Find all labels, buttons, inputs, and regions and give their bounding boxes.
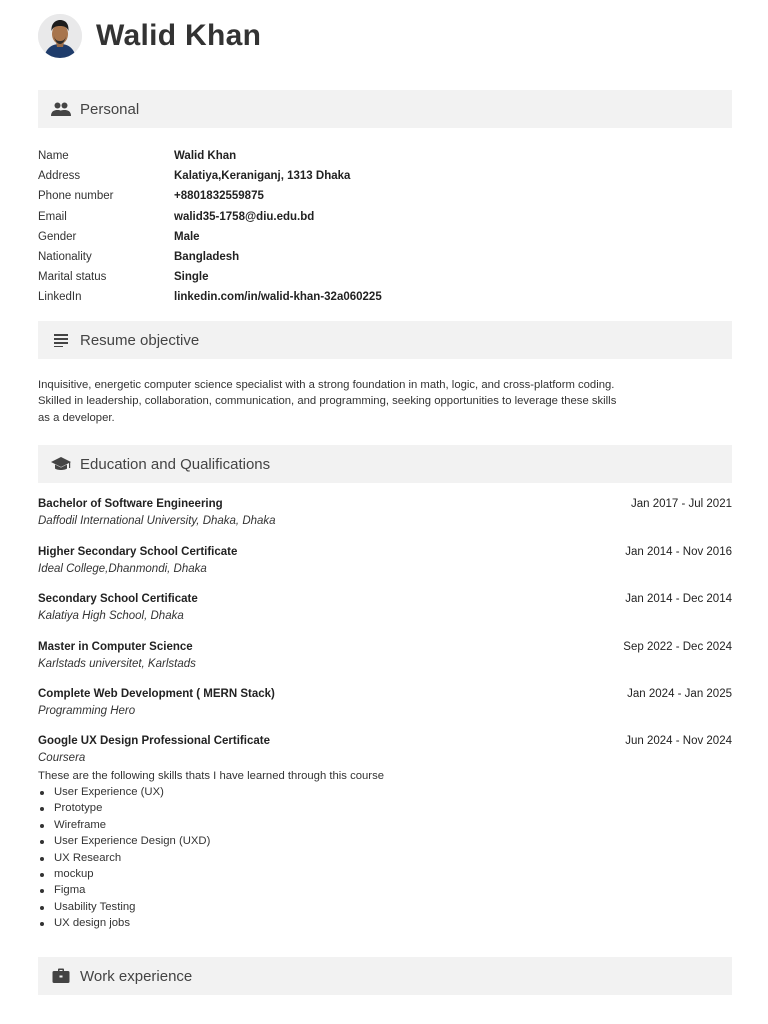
- institution: Kalatiya High School, Dhaka: [38, 610, 184, 622]
- detail-value: linkedin.com/in/walid-khan-32a060225: [174, 291, 382, 304]
- detail-label: Email: [38, 210, 67, 223]
- section-title: Personal: [80, 100, 140, 118]
- list-item: Prototype: [38, 800, 732, 816]
- date-range: Jun 2024 - Nov 2024: [625, 735, 732, 747]
- date-range: Jan 2014 - Dec 2014: [625, 593, 732, 605]
- detail-label: Nationality: [38, 251, 92, 264]
- graduation-cap-icon: [50, 453, 72, 475]
- objective-text: Inquisitive, energetic computer science specialist with a strong foundation in math, logic, and cross-platform coding. Skilled in leadership, collaboration, communication, and programming, seeking opportunities to leverage these skills as a developer.: [38, 379, 617, 424]
- institution: Ideal College,Dhanmondi, Dhaka: [38, 563, 207, 575]
- list-item: UX design jobs: [38, 915, 732, 931]
- detail-row: [38, 186, 732, 206]
- degree-title: Bachelor of Software Engineering: [38, 498, 223, 510]
- course-description: These are the following skills thats I have learned through this course: [38, 770, 385, 782]
- education-entry: [38, 735, 732, 932]
- list-item: Wireframe: [38, 817, 732, 833]
- degree-title: Master in Computer Science: [38, 641, 193, 653]
- list-item: mockup: [38, 866, 732, 882]
- detail-value: Bangladesh: [174, 251, 240, 264]
- institution: Daffodil International University, Dhaka, Dhaka: [38, 515, 276, 527]
- section-title: Work experience: [80, 967, 193, 985]
- detail-label: Address: [38, 170, 81, 183]
- list-item: User Experience (UX): [38, 784, 732, 800]
- detail-label: LinkedIn: [38, 291, 82, 304]
- briefcase-icon: [50, 965, 72, 987]
- date-range: Jan 2024 - Jan 2025: [627, 688, 732, 700]
- detail-value: Male: [174, 230, 200, 243]
- education-entry: [38, 593, 732, 622]
- education-entry: [38, 641, 732, 670]
- section-title: Education and Qualifications: [80, 455, 271, 473]
- detail-row: [38, 227, 732, 247]
- section-header-personal: [38, 90, 732, 128]
- institution: Programming Hero: [38, 705, 136, 717]
- degree-title: Complete Web Development ( MERN Stack): [38, 688, 275, 700]
- list-item: Usability Testing: [38, 899, 732, 915]
- detail-value: Single: [174, 271, 209, 284]
- detail-value: Walid Khan: [174, 150, 237, 163]
- notes-icon: [50, 329, 72, 351]
- degree-title: Secondary School Certificate: [38, 593, 198, 605]
- list-item: UX Research: [38, 850, 732, 866]
- detail-value: +8801832559875: [174, 190, 264, 203]
- degree-title: Google UX Design Professional Certificate: [38, 735, 270, 747]
- institution: Coursera: [38, 752, 86, 764]
- detail-label: Gender: [38, 230, 77, 243]
- section-header-education: [38, 445, 732, 483]
- section-header-work: [38, 957, 732, 995]
- detail-value: walid35-1758@diu.edu.bd: [174, 210, 315, 223]
- section-title: Resume objective: [80, 331, 200, 349]
- date-range: Sep 2022 - Dec 2024: [623, 641, 732, 653]
- institution: Karlstads universitet, Karlstads: [38, 658, 196, 670]
- avatar: [38, 14, 82, 58]
- education-entry: [38, 688, 732, 717]
- date-range: Jan 2014 - Nov 2016: [625, 546, 732, 558]
- page-title: Walid Khan: [96, 19, 262, 52]
- detail-row: [38, 287, 732, 307]
- detail-label: Phone number: [38, 190, 114, 203]
- list-item: User Experience Design (UXD): [38, 833, 732, 849]
- detail-row: [38, 207, 732, 227]
- list-item: Figma: [38, 882, 732, 898]
- section-header-objective: [38, 321, 732, 359]
- detail-value: Kalatiya,Keraniganj, 1313 Dhaka: [174, 170, 351, 183]
- detail-label: Marital status: [38, 271, 107, 284]
- detail-row: [38, 146, 732, 166]
- resume-header: [38, 14, 261, 58]
- detail-row: [38, 166, 732, 186]
- detail-row: [38, 267, 732, 287]
- detail-label: Name: [38, 150, 69, 163]
- date-range: Jan 2017 - Jul 2021: [630, 498, 732, 510]
- education-entry: [38, 498, 732, 527]
- personal-details-table: [38, 146, 732, 308]
- skills-list: [38, 784, 732, 932]
- detail-row: [38, 247, 732, 267]
- degree-title: Higher Secondary School Certificate: [38, 546, 238, 558]
- education-entry: [38, 546, 732, 575]
- people-icon: [50, 98, 72, 120]
